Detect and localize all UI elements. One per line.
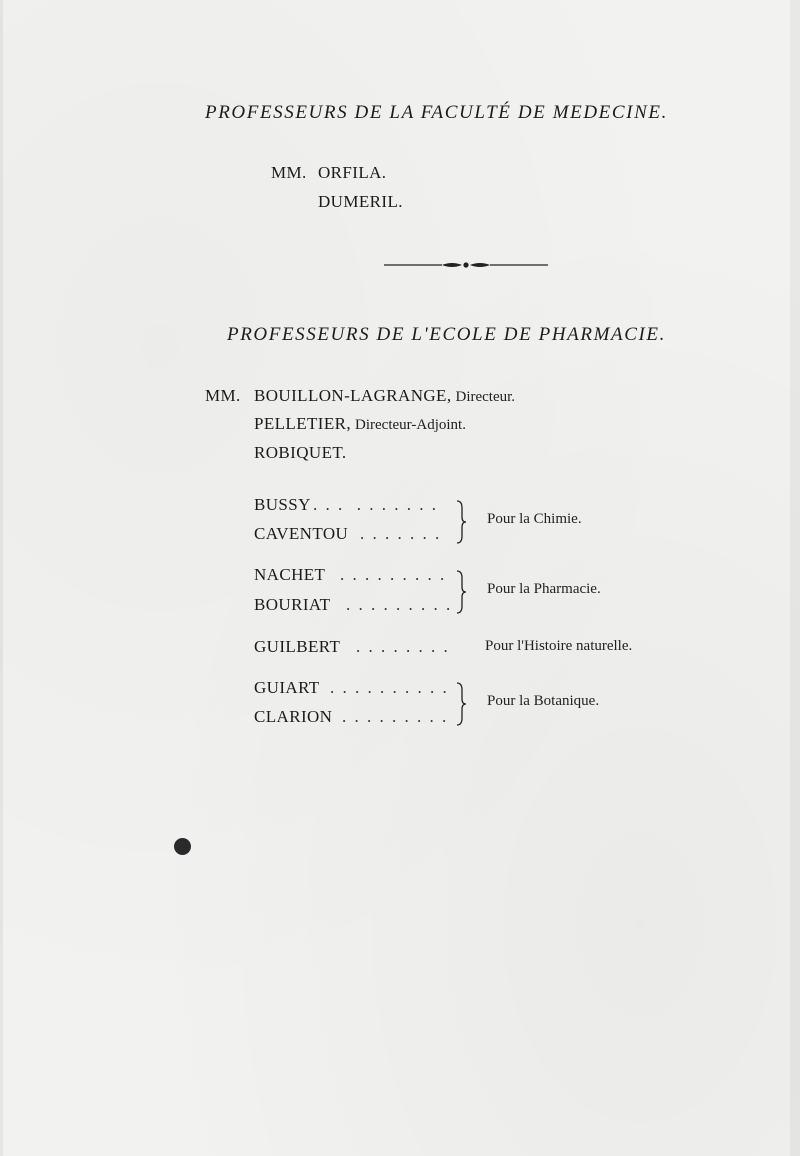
professor-name: BOURIAT — [254, 595, 331, 614]
faculte-prefix: MM. — [271, 163, 307, 182]
director-name: BOUILLON-LAGRANGE — [254, 386, 447, 405]
brace — [455, 682, 465, 726]
faculte-member: DUMERIL. — [318, 192, 403, 211]
director-sep: , — [446, 386, 452, 405]
ecole-prefix: MM. — [205, 386, 241, 405]
leader-dots: . . . . . . . . — [356, 637, 450, 656]
ecole-heading: PROFESSEURS DE L'ECOLE DE PHARMACIE. — [227, 324, 666, 345]
leader-dots: . . . . . . . . . — [340, 565, 447, 584]
director-title: Directeur-Adjoint. — [355, 417, 466, 433]
ornament-divider — [384, 258, 548, 272]
director-name: PELLETIER — [254, 414, 347, 433]
director-row — [254, 386, 515, 406]
professor-name: GUILBERT — [254, 637, 341, 656]
faculte-heading: PROFESSEURS DE LA FACULTÉ DE MEDECINE. — [205, 102, 668, 123]
leader-dots: . . . . . . . . . . — [330, 678, 449, 697]
director-title: Directeur. — [455, 389, 516, 405]
director-sep: , — [346, 414, 352, 433]
leader-dots: . . . . . . . . . — [346, 595, 453, 614]
professor-name: GUIART — [254, 678, 320, 697]
page-edge — [0, 0, 3, 1156]
ink-blot — [174, 838, 191, 855]
director-name: ROBIQUET. — [254, 443, 347, 462]
faculte-member: ORFILA. — [318, 163, 387, 182]
director-row — [254, 414, 466, 434]
professor-name: CAVENTOU — [254, 524, 349, 543]
brace — [455, 570, 465, 614]
group-subject: Pour l'Histoire naturelle. — [485, 638, 633, 654]
group-subject: Pour la Botanique. — [487, 693, 600, 709]
group-subject: Pour la Chimie. — [487, 511, 582, 527]
professor-name: NACHET — [254, 565, 326, 584]
brace — [455, 500, 465, 544]
page-edge-right — [790, 0, 800, 1156]
leader-dots: . . . . . . . . . — [342, 707, 449, 726]
group-subject: Pour la Pharmacie. — [487, 581, 601, 597]
professor-name: BUSSY — [254, 495, 311, 514]
director-row — [254, 443, 347, 463]
professor-name: CLARION — [254, 707, 333, 726]
leader-dots: . . . . . . . — [360, 524, 442, 543]
leader-dots: . . . . . . . . . . — [313, 495, 438, 514]
